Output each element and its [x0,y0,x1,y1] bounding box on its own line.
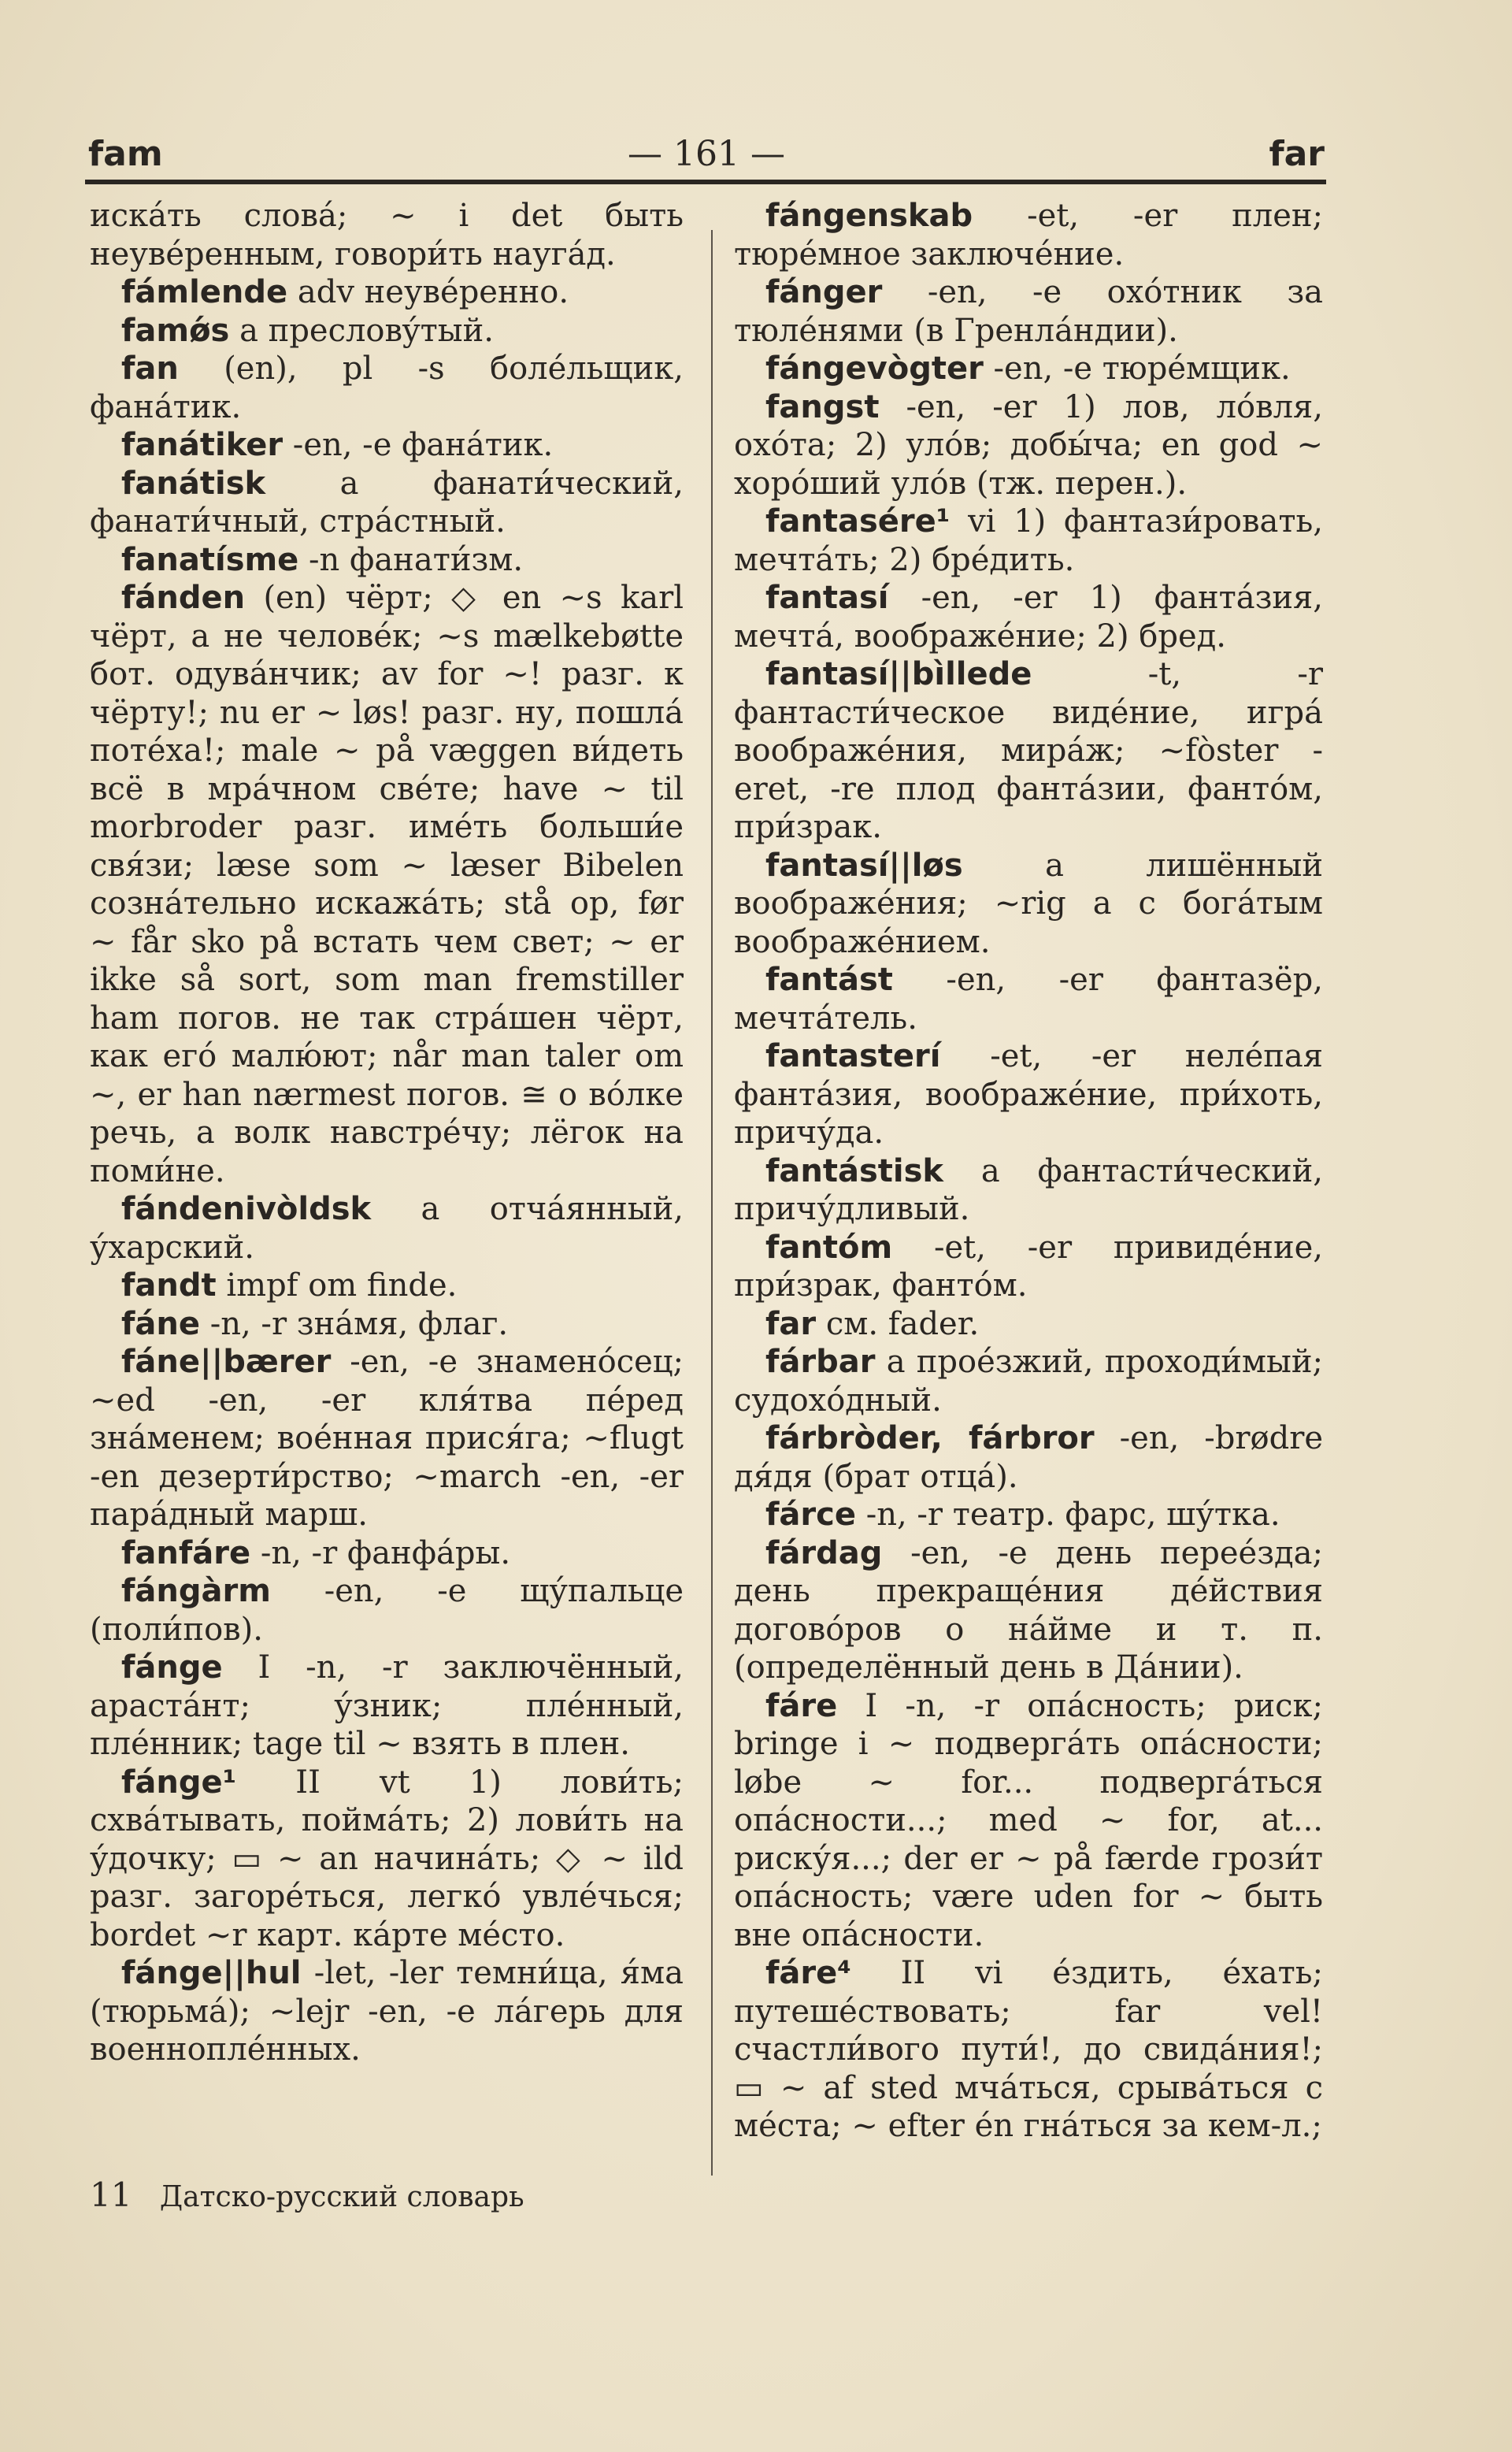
signature-number: 11 [90,2176,132,2214]
headword: fа́rce [765,1497,856,1533]
headword: fа́ngenskab [765,198,973,234]
headword: fа́rbar [765,1344,876,1380]
dictionary-entry [734,1343,1323,1419]
entry-definition: -en, -e тюре́мщик. [993,351,1291,387]
entry-definition: -en, -er 1) лов, ло́вля, охо́та; 2) уло́в; добы́ча; en god ~ хоро́ший уло́в (тж. перен.). [734,388,1323,502]
dictionary-entry [90,1649,684,1764]
headword: far [765,1305,817,1342]
dictionary-entry [90,312,684,351]
dictionary-entry [90,1954,684,2069]
dictionary-entry [734,1496,1323,1534]
headword: fа́nden [121,580,246,616]
dictionary-entry [734,1419,1323,1496]
headword: famǿs [121,312,230,349]
headword: fа́ndenivòldsk [121,1191,372,1227]
dictionary-entry [734,655,1323,847]
entry-definition: см. fader. [825,1305,980,1342]
entry-definition: -en, -e охо́тник за тюле́нями (в Гренла́ндии). [734,274,1323,349]
entry-definition: -n, -r театр. фарс, шу́тка. [865,1497,1280,1533]
entry-definition: -n фанати́зм. [309,541,524,578]
entry-definition: -et, -er неле́пая фанта́зия, воображе́ние, при́хоть, причу́да. [734,1038,1323,1151]
entry-definition: a прое́зжий, проходи́мый; судохо́дный. [734,1344,1323,1419]
headword: fа́re⁴ [765,1955,851,1991]
headword: fantasí||bìllede [765,656,1032,692]
right-guide-word: far [1269,134,1325,174]
entry-definition: I -n, -r заключённый, араста́нт; у́зник; пле́нный, пле́нник; tage til ~ взять в плен. [90,1649,684,1762]
dictionary-entry [734,1305,1323,1344]
dictionary-entry [734,1229,1323,1305]
headword: fanа́tiker [121,427,284,463]
headword: fanatísme [121,541,299,578]
headword: fandt [121,1267,217,1304]
headword: fа́re [765,1687,838,1724]
page-number: — 161 — [628,134,785,174]
entry-definition: adv неуве́ренно. [297,274,569,310]
page-header [88,126,1325,183]
dictionary-entry [90,1267,684,1305]
headword: fantasére¹ [765,503,951,540]
headword: fantа́st [765,962,893,998]
entry-definition: -et, -er привиде́ние, при́зрак, фанто́м. [734,1229,1323,1304]
headword: fа́rdag [765,1534,883,1571]
entry-definition: (en) чёрт; ◇ en ~s karl чёрт, а не челове́к; ~s mælkebøtte бот. одува́нчик; av for ~! разг. к чёрту!; nu er ~ løs! разг. ну, пошла́ потéха!; male ~ på væggen ви́деть всё в мра́чном све́те; have ~ til morbroder разг. име́ть больши́е свя́зи; læse som ~ læser Bibelen созна́тельно искажа́ть; stå op, før ~ får sko på встать чем свет; ~ er ikke så sort, som man fremstiller ham погов. не так стра́шен чёрт, как его́ малю́ют; når man taler om ~, er han nærmest погов. ≅ о во́лке речь, а волк навстре́чу; лёгок на поми́не. [90,580,684,1189]
headword: fanfа́re [121,1534,251,1571]
dictionary-entry [90,1190,684,1267]
headword: fа́rbròder, fа́rbror [765,1420,1095,1456]
dictionary-entry [90,1764,684,1955]
entry-definition: a фанати́ческий, фанати́чный, стра́стный. [90,465,684,540]
headword: fangst [765,388,880,425]
dictionary-entry [90,1343,684,1534]
headword: fа́nge¹ [121,1764,237,1801]
right-column [734,197,1323,2146]
left-column [90,197,684,2069]
entry-definition: -en, -er 1) фанта́зия, мечта́, воображе́ние; 2) бред. [734,580,1323,655]
dictionary-entry [734,1954,1323,2146]
headword: fantа́stisk [765,1152,944,1189]
dictionary-entry [90,426,684,465]
dictionary-entry [90,1572,684,1649]
entry-definition: -en, -brødre дя́дя (брат отца́). [734,1420,1323,1495]
entry-definition: иска́ть слова́; ~ i det быть неуве́ренным, говори́ть науга́д. [90,198,684,273]
header-rule [85,180,1326,184]
entry-definition: -en, -e фана́тик. [292,427,554,463]
headword: fа́ne [121,1305,200,1342]
entry-definition: -n, -r зна́мя, флаг. [209,1305,509,1342]
entry-definition: a пресловýтый. [239,312,494,349]
headword: fа́ngevògter [765,351,984,387]
book-title: Датско-русский словарь [159,2181,524,2213]
dictionary-entry [90,273,684,312]
headword: fantasí||løs [765,847,963,884]
entry-definition: -et, -er плен; тюре́мное заключе́ние. [734,198,1323,273]
dictionary-entry [90,1534,684,1573]
headword: fа́ne||bærer [121,1344,332,1380]
headword: fа́ngàrm [121,1573,271,1609]
entry-definition: II vi е́здить, е́хать; путеше́ствовать; far vel! счастли́вого пути́!, до свида́ния!; ▭ ~ af sted мча́ться, срыва́ться с ме́ста; ~ efter én гна́ться за кем-л.; [734,1955,1323,2144]
entry-definition: II vt 1) лови́ть; схва́тывать, пойма́ть; 2) лови́ть на у́дочку; ▭ ~ an начина́ть; ◇ ~ ild разг. загоре́ться, легко́ увле́чься; bordet ~r карт. ка́рте ме́сто. [90,1764,684,1953]
dictionary-entry [90,350,684,426]
entry-definition: a фантасти́ческий, причу́дливый. [734,1152,1323,1227]
dictionary-entry [734,273,1323,350]
headword: fantasterí [765,1038,941,1074]
entry-definition: a лишённый воображе́ния; ~rig a с бога́тым воображе́нием. [734,847,1323,960]
dictionary-entry [734,1152,1323,1229]
entry-definition: (en), pl -s боле́льщик, фана́тик. [90,351,684,425]
dictionary-entry [734,1534,1323,1687]
entry-definition: -en, -e щу́пальце (поли́пов). [90,1573,684,1648]
dictionary-entry [90,197,684,273]
entry-definition: -en, -e знамено́сец; ~ed -en, -er кля́тва пе́ред зна́менем; вое́нная прися́га; ~flugt -en дезерти́рство; ~march -en, -er пара́дный марш. [90,1344,684,1533]
headword: fа́nger [765,274,883,310]
dictionary-entry [734,1037,1323,1152]
left-guide-word: fam [88,134,163,174]
page-footer [90,2174,524,2219]
dictionary-entry [734,961,1323,1037]
headword: fа́mlende [121,274,288,310]
entry-definition: vi 1) фантази́ровать, мечта́ть; 2) бре́дить. [734,503,1323,578]
headword: fа́nge [121,1649,223,1686]
headword: fа́nge||hul [121,1955,302,1991]
dictionary-entry [734,197,1323,273]
dictionary-entry [90,465,684,541]
headword: fanа́tisk [121,465,266,502]
entry-definition: -n, -r фанфа́ры. [260,1534,511,1571]
entry-definition: a отча́янный, у́харский. [90,1191,684,1266]
dictionary-entry [734,388,1323,503]
dictionary-entry [90,579,684,1190]
entry-definition: -t, -r фантасти́ческое виде́ние, игра́ воображе́ния, мира́ж; ~fòster -eret, -re плод фанта́зии, фанто́м, при́зрак. [734,656,1323,845]
dictionary-entry [734,1687,1323,1955]
dictionary-entry [734,350,1323,388]
dictionary-entry [734,503,1323,579]
dictionary-entry [90,541,684,580]
column-divider [711,230,713,2176]
dictionary-entry [734,847,1323,962]
entry-definition: impf om finde. [226,1267,458,1304]
entry-definition: I -n, -r опа́сность; риск; bringe i ~ подверга́ть опа́сности; løbe ~ for... подверга́ться опа́сности...; med ~ for, at... риску́я...; der er ~ på færde грози́т опа́сность; være uden for ~ быть вне опа́сности. [734,1687,1323,1953]
entry-definition: -let, -ler темни́ца, я́ма (тюрьма́); ~lejr -en, -e ла́герь для военнопле́нных. [90,1955,684,2068]
headword: fan [121,351,179,387]
entry-definition: -en, -e день перее́зда; день прекраще́ния де́йствия догово́ров о на́йме и т. п. (определённый день в Да́нии). [734,1534,1323,1686]
headword: fantasí [765,580,889,616]
entry-definition: -en, -er фантазёр, мечта́тель. [734,962,1323,1037]
headword: fantóm [765,1229,893,1266]
dictionary-entry [734,579,1323,655]
dictionary-entry [90,1305,684,1344]
